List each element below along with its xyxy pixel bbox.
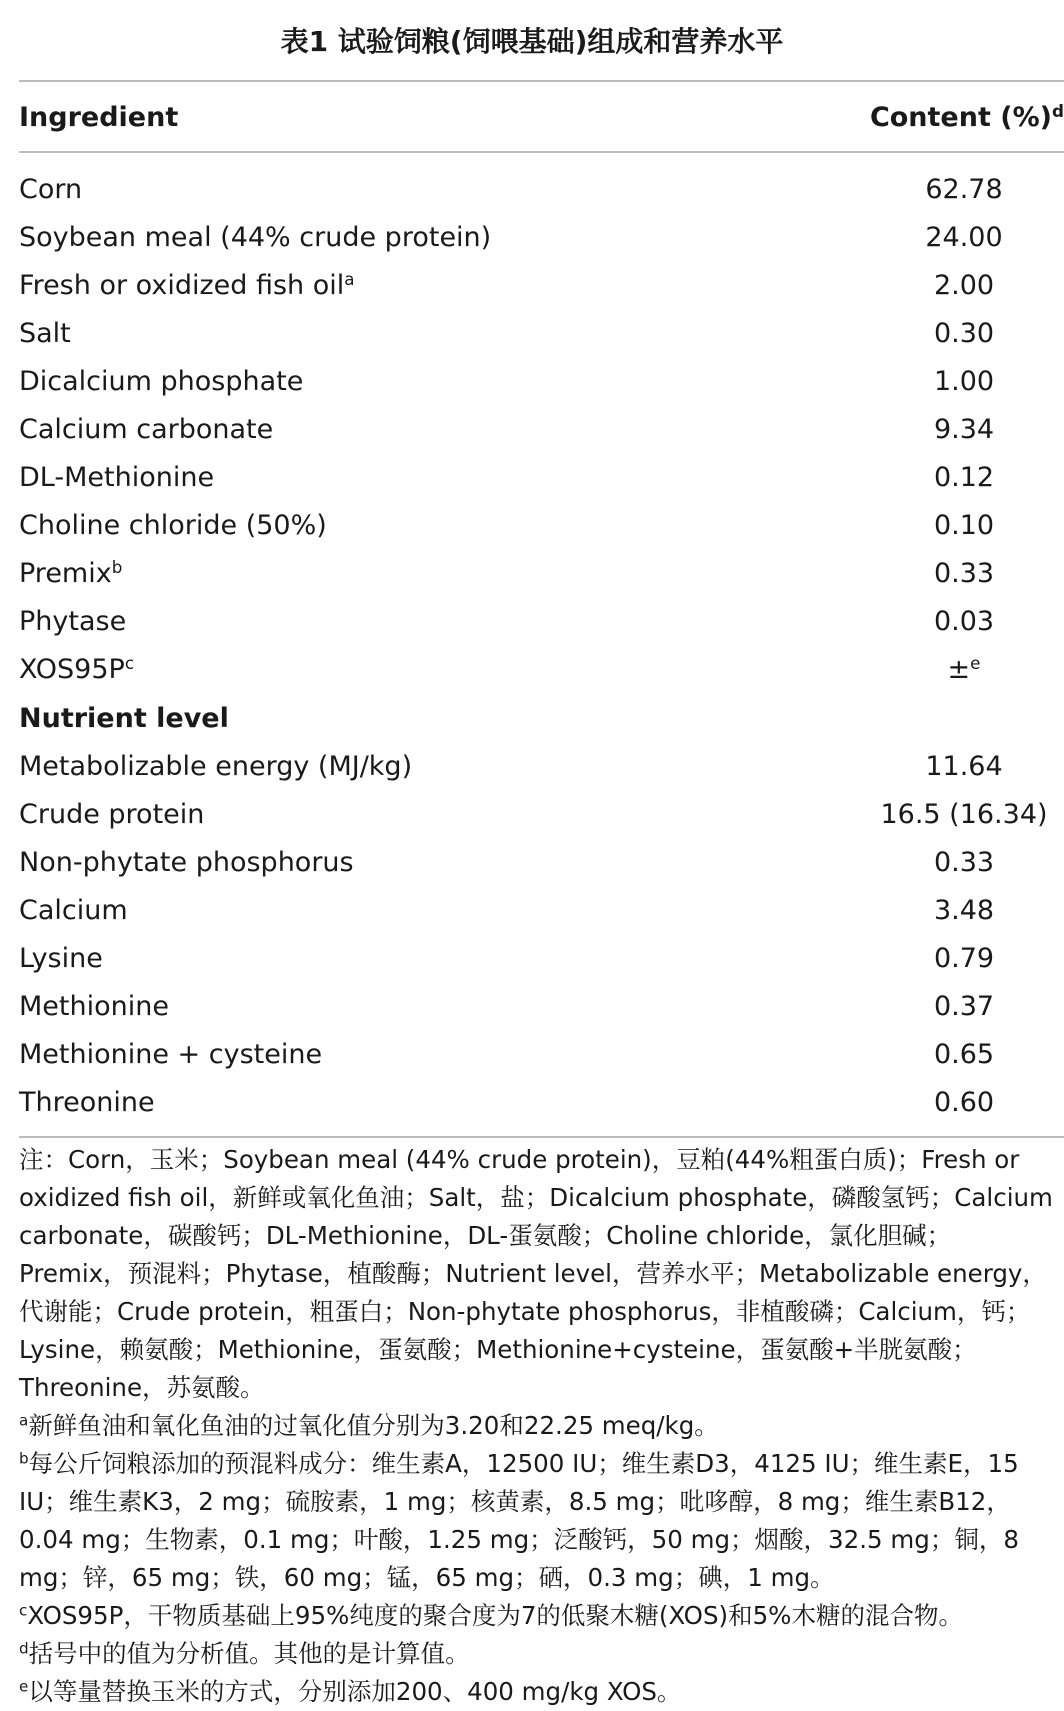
table-row [19,261,1064,309]
row-label: Corn [19,173,83,205]
table-row [19,501,1064,549]
footnote-c: $^c$XOS95P，干物质基础上95%纯度的聚合度为7的低聚木糖(XOS)和5%木糖的混合物。 [19,1601,963,1630]
row-value: 0.12 [933,461,995,493]
table-row [19,838,1064,886]
footnote-e: $^e$以等量替换玉米的方式，分别添加200、400 mg/kg XOS。 [19,1677,682,1706]
row-label: Lysine [19,942,103,974]
footnote-d: $^d$括号中的值为分析值。其他的是计算值。 [19,1639,470,1668]
row-value: 3.48 [933,894,995,926]
table-row [19,357,1064,405]
row-label: Soybean meal (44% crude protein) [19,221,492,253]
row-label: Methionine [19,990,169,1022]
table-row [19,742,1064,790]
header-content [844,102,1064,133]
row-value: 62.78 [925,173,1003,205]
bottom-rule [19,1136,1064,1138]
row-value: 0.60 [933,1086,995,1118]
row-label: Calcium carbonate [19,413,274,445]
row-value: 0.30 [933,317,995,349]
row-value: 2.00 [933,269,995,301]
notes-main: 注：Corn，玉米；Soybean meal (44% crude protein)，豆粕(44%粗蛋白质)；Fresh or oxidized fish oil，新鲜或氧化鱼油；Salt，盐；Dicalcium phosphate，磷酸氢钙；Calcium carbonate，碳酸钙；DL-Methionine，DL-蛋氨酸；Choline chloride，氯化胆碱；Premix，预混料；Phytase，植酸酶；Nutrient level，营养水平；Metabolizable energy，代谢能；Crude protein，粗蛋白；Non-phytate phosphorus，非植酸磷；Calcium，钙；Lysine，赖氨酸；Methionine，蛋氨酸；Methionine+cysteine，蛋氨酸+半胱氨酸；Threonine，苏氨酸。 [19,1145,1053,1402]
header-ingredient: Ingredient [19,101,179,133]
section-heading-nutrient-level: Nutrient level [19,702,229,734]
top-rule [19,80,1064,82]
row-value: 11.64 [925,750,1003,782]
table-row [19,886,1064,934]
table-row [19,934,1064,982]
row-value: 1.00 [933,365,995,397]
table-row [19,597,1064,645]
row-label: Non-phytate phosphorus [19,846,354,878]
row-label: Fresh or oxidized fish oil$^a$ [19,268,355,301]
table-row [19,213,1064,261]
table-row [19,645,1064,693]
row-label: Crude protein [19,798,205,830]
row-value: 0.37 [933,990,995,1022]
row-value: 0.33 [933,557,995,589]
table-row [19,982,1064,1030]
table-row [19,453,1064,501]
footnote-a: $^a$新鲜鱼油和氧化鱼油的过氧化值分别为3.20和22.25 meq/kg。 [19,1411,719,1440]
row-label: Methionine + cysteine [19,1038,323,1070]
row-label: Threonine [19,1086,155,1118]
row-value: 0.10 [933,509,995,541]
table-row [19,405,1064,453]
row-label: Choline chloride (50%) [19,509,327,541]
row-label: DL-Methionine [19,461,215,493]
row-label: $XOS95P^c$ [19,652,135,685]
row-label: Premix$^b$ [19,556,123,589]
table-row [19,165,1064,213]
row-value: 0.79 [933,942,995,974]
row-value: 24.00 [925,221,1003,253]
row-value: ±$^e$ [947,652,981,685]
row-label: Calcium [19,894,128,926]
table-notes [19,1141,1059,1711]
table-row [19,309,1064,357]
table-title: 表1 试验饲粮(饲喂基础)组成和营养水平 [280,25,784,58]
header-content-mark: d [1052,100,1064,121]
table-row [19,1030,1064,1078]
row-value: 9.34 [933,413,995,445]
row-value: 0.03 [933,605,995,637]
table-row [19,1078,1064,1126]
row-label: Dicalcium phosphate [19,365,304,397]
row-label: Salt [19,317,71,349]
row-value: 16.5 (16.34) [880,798,1048,830]
header-content-label: Content (%) [869,101,1053,133]
footnote-b: $^b$每公斤饲粮添加的预混料成分：维生素A，12500 IU；维生素D3，4125 IU；维生素E，15 IU；维生素K3，2 mg；硫胺素，1 mg；核黄素，8.5 mg；吡哆醇，8 mg；维生素B12，0.04 mg；生物素，0.1 mg；叶酸，1.25 mg；泛酸钙，50 mg；烟酸，32.5 mg；铜，8 mg；锌，65 mg；铁，60 mg；锰，65 mg；硒，0.3 mg；碘，1 mg。 [19,1449,1019,1592]
table-header-row [19,93,1064,141]
row-value: 0.65 [933,1038,995,1070]
row-label: Metabolizable energy (MJ/kg) [19,750,413,782]
table-row [19,549,1064,597]
row-label: Phytase [19,605,127,637]
row-value: 0.33 [933,846,995,878]
header-rule [19,151,1064,153]
table-row [19,790,1064,838]
